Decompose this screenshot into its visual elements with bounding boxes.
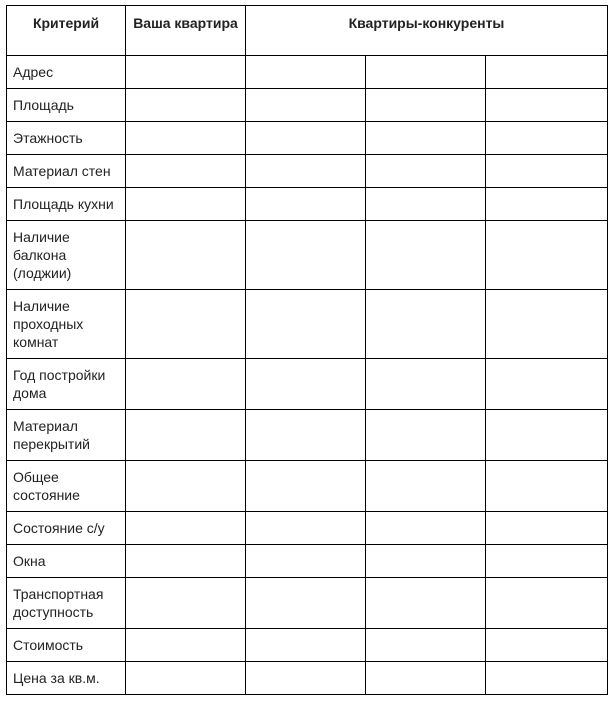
your-apartment-cell <box>126 221 246 290</box>
competitor-cell <box>246 188 366 221</box>
competitor-cell <box>246 410 366 461</box>
competitor-cell <box>366 155 486 188</box>
header-your-apartment: Ваша квартира <box>126 6 246 56</box>
competitor-cell <box>486 512 608 545</box>
competitor-cell <box>246 56 366 89</box>
competitor-cell <box>366 221 486 290</box>
competitor-cell <box>246 221 366 290</box>
competitor-cell <box>486 122 608 155</box>
table-row <box>7 545 608 578</box>
competitor-cell <box>366 461 486 512</box>
table-row <box>7 359 608 410</box>
competitor-cell <box>246 89 366 122</box>
criterion-cell: Площадь <box>7 89 126 122</box>
criterion-cell: Год постройки дома <box>7 359 126 410</box>
your-apartment-cell <box>126 89 246 122</box>
competitor-cell <box>246 290 366 359</box>
competitor-cell <box>366 56 486 89</box>
criterion-cell: Цена за кв.м. <box>7 662 126 695</box>
competitor-cell <box>246 122 366 155</box>
competitor-cell <box>366 662 486 695</box>
criterion-cell: Наличие проходных комнат <box>7 290 126 359</box>
competitor-cell <box>366 578 486 629</box>
competitor-cell <box>486 221 608 290</box>
header-competitors: Квартиры-конкуренты <box>246 6 608 56</box>
competitor-cell <box>366 122 486 155</box>
header-criterion: Критерий <box>7 6 126 56</box>
competitor-cell <box>246 461 366 512</box>
criterion-cell: Адрес <box>7 56 126 89</box>
criterion-cell: Состояние с/у <box>7 512 126 545</box>
header-row <box>7 6 608 56</box>
your-apartment-cell <box>126 662 246 695</box>
table-row <box>7 662 608 695</box>
competitor-cell <box>486 56 608 89</box>
criterion-cell: Наличие балкона (лоджии) <box>7 221 126 290</box>
competitor-cell <box>366 512 486 545</box>
competitor-cell <box>486 629 608 662</box>
table-row <box>7 629 608 662</box>
competitor-cell <box>246 545 366 578</box>
your-apartment-cell <box>126 290 246 359</box>
criterion-cell: Материал стен <box>7 155 126 188</box>
competitor-cell <box>486 410 608 461</box>
competitor-cell <box>486 188 608 221</box>
competitor-cell <box>486 578 608 629</box>
your-apartment-cell <box>126 578 246 629</box>
table-row <box>7 410 608 461</box>
competitor-cell <box>246 512 366 545</box>
criterion-cell: Этажность <box>7 122 126 155</box>
your-apartment-cell <box>126 188 246 221</box>
table-row <box>7 155 608 188</box>
competitor-cell <box>486 662 608 695</box>
your-apartment-cell <box>126 155 246 188</box>
your-apartment-cell <box>126 359 246 410</box>
table-row <box>7 122 608 155</box>
competitor-cell <box>366 359 486 410</box>
competitor-cell <box>486 155 608 188</box>
competitor-cell <box>366 545 486 578</box>
competitor-cell <box>366 410 486 461</box>
your-apartment-cell <box>126 512 246 545</box>
competitor-cell <box>246 359 366 410</box>
competitor-cell <box>486 545 608 578</box>
competitor-cell <box>246 662 366 695</box>
competitor-cell <box>246 578 366 629</box>
competitor-cell <box>366 290 486 359</box>
table-row <box>7 461 608 512</box>
competitor-cell <box>246 629 366 662</box>
competitor-cell <box>366 89 486 122</box>
comparison-table <box>6 5 608 695</box>
table-row <box>7 512 608 545</box>
your-apartment-cell <box>126 56 246 89</box>
competitor-cell <box>486 89 608 122</box>
competitor-cell <box>486 359 608 410</box>
criterion-cell: Транспортная доступность <box>7 578 126 629</box>
table-row <box>7 188 608 221</box>
your-apartment-cell <box>126 410 246 461</box>
table-row <box>7 578 608 629</box>
criterion-cell: Стоимость <box>7 629 126 662</box>
criterion-cell: Окна <box>7 545 126 578</box>
criterion-cell: Общее состояние <box>7 461 126 512</box>
criterion-cell: Площадь кухни <box>7 188 126 221</box>
competitor-cell <box>366 629 486 662</box>
your-apartment-cell <box>126 461 246 512</box>
your-apartment-cell <box>126 122 246 155</box>
table-row <box>7 56 608 89</box>
competitor-cell <box>486 290 608 359</box>
competitor-cell <box>486 461 608 512</box>
table-row <box>7 89 608 122</box>
your-apartment-cell <box>126 545 246 578</box>
criterion-cell: Материал перекрытий <box>7 410 126 461</box>
competitor-cell <box>366 188 486 221</box>
table-row <box>7 290 608 359</box>
table-row <box>7 221 608 290</box>
your-apartment-cell <box>126 629 246 662</box>
competitor-cell <box>246 155 366 188</box>
